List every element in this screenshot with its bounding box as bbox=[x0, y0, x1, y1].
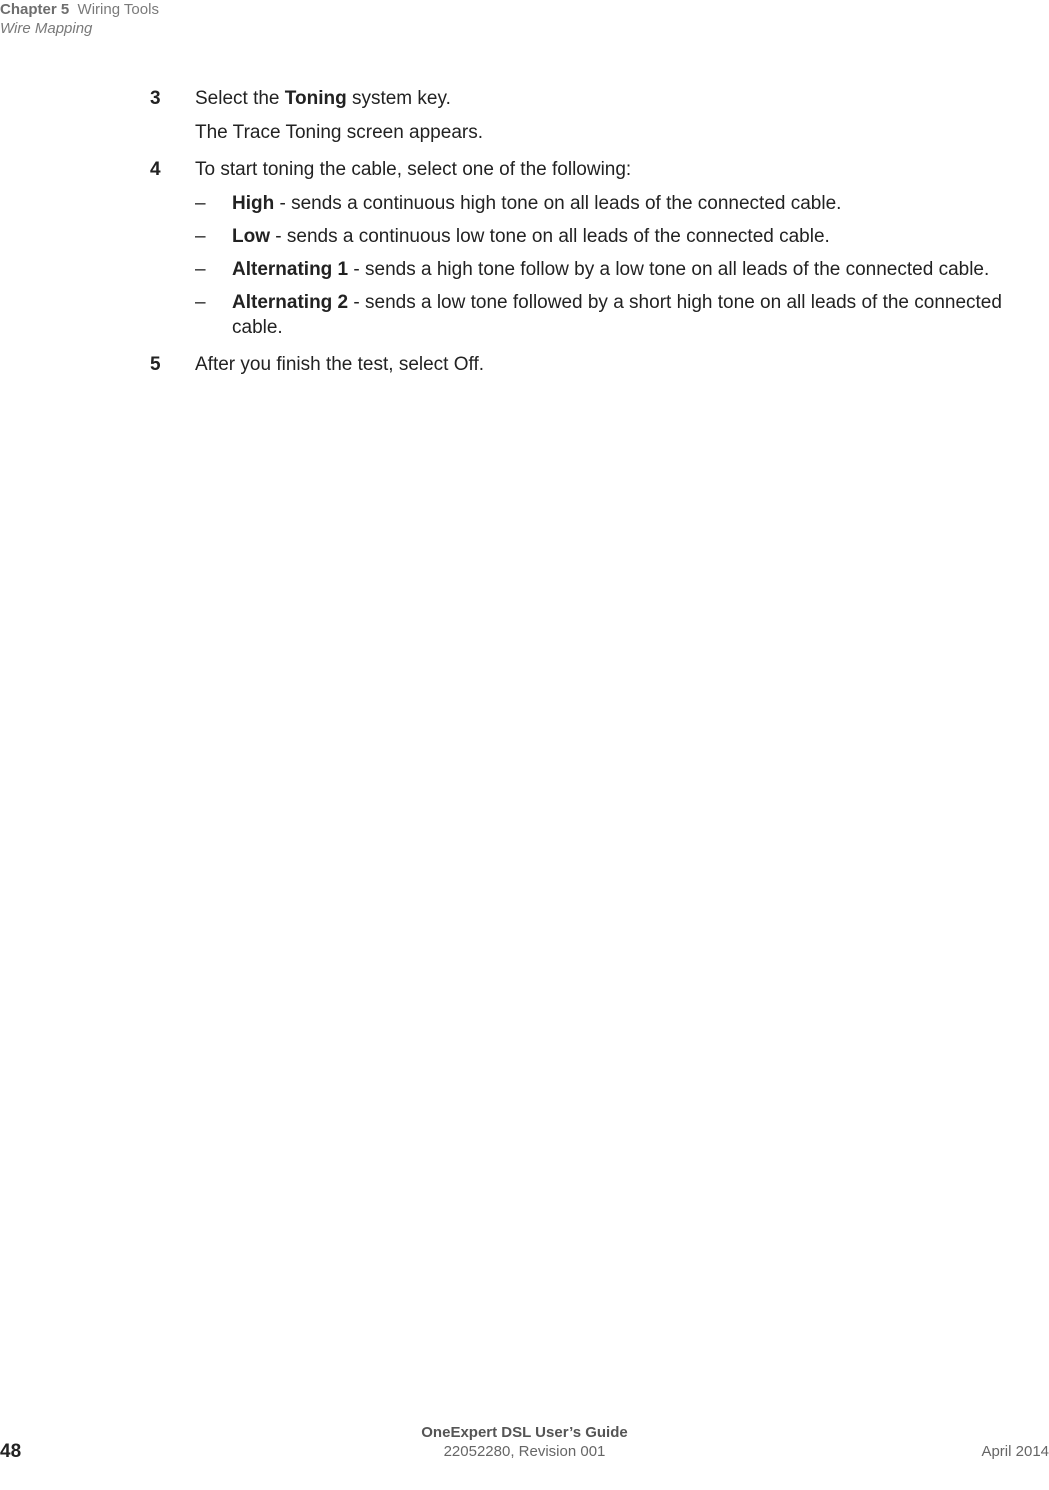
option-alternating-1 bbox=[195, 257, 1020, 282]
option-term: High bbox=[232, 193, 275, 214]
page-number: 48 bbox=[0, 1441, 22, 1462]
option-description: - sends a low tone followed by a short high tone on all leads of the connected cable. bbox=[232, 292, 1002, 338]
chapter-label: Chapter 5 bbox=[0, 1, 70, 18]
dash-bullet: – bbox=[195, 193, 206, 214]
guide-title: OneExpert DSL User’s Guide bbox=[421, 1424, 628, 1441]
step-text-after: system key. bbox=[346, 88, 451, 109]
option-high bbox=[195, 191, 1020, 216]
document-revision: 22052280, Revision 001 bbox=[443, 1443, 606, 1460]
toning-key-label: Toning bbox=[284, 88, 347, 109]
step-3 bbox=[150, 86, 1020, 145]
step-4 bbox=[150, 157, 1020, 340]
publication-date: April 2014 bbox=[981, 1443, 1049, 1460]
step-instruction: To start toning the cable, select one of the following: bbox=[195, 159, 632, 180]
page-footer bbox=[0, 1443, 1049, 1465]
step-number: 4 bbox=[150, 159, 161, 180]
running-header bbox=[0, 0, 159, 38]
option-description: - sends a continuous high tone on all leads of the connected cable. bbox=[274, 193, 842, 214]
dash-bullet: – bbox=[195, 292, 206, 313]
option-description: - sends a high tone follow by a low tone on all leads of the connected cable. bbox=[348, 259, 990, 280]
step-instruction bbox=[195, 86, 1020, 111]
dash-bullet: – bbox=[195, 259, 206, 280]
section-title: Wire Mapping bbox=[0, 20, 93, 37]
step-number: 3 bbox=[150, 88, 161, 109]
step-result: The Trace Toning screen appears. bbox=[195, 122, 483, 143]
option-term: Alternating 1 bbox=[232, 259, 349, 280]
chapter-line bbox=[0, 0, 159, 19]
option-term: Alternating 2 bbox=[232, 292, 349, 313]
step-instruction: After you finish the test, select Off. bbox=[195, 354, 485, 375]
step-5 bbox=[150, 352, 1020, 377]
tone-options-list bbox=[195, 191, 1020, 340]
procedure-steps bbox=[150, 86, 1020, 377]
dash-bullet: – bbox=[195, 226, 206, 247]
option-term: Low bbox=[232, 226, 270, 247]
chapter-title: Wiring Tools bbox=[77, 1, 159, 18]
option-low bbox=[195, 224, 1020, 249]
option-alternating-2 bbox=[195, 290, 1020, 340]
step-text-before: Select the bbox=[195, 88, 285, 109]
option-description: - sends a continuous low tone on all leads of the connected cable. bbox=[270, 226, 830, 247]
step-number: 5 bbox=[150, 354, 161, 375]
